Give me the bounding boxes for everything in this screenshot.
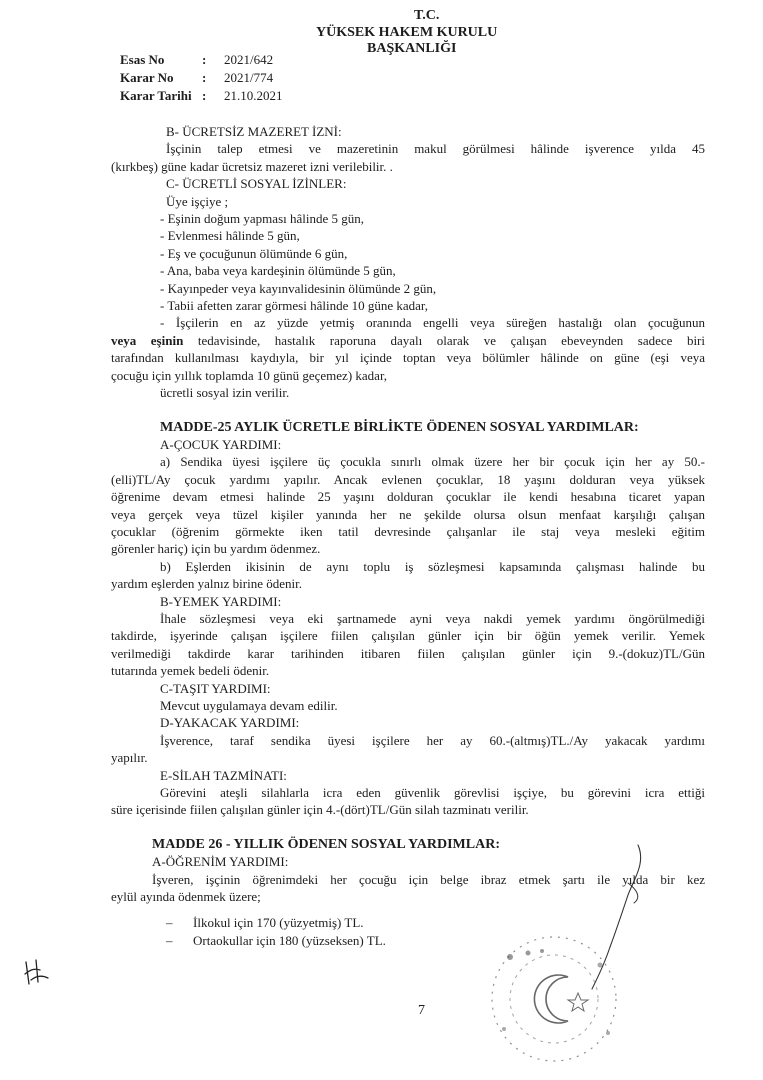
subsection-heading-ogrenim: A-ÖĞRENİM YARDIMI: bbox=[152, 854, 289, 870]
meta-row-esas bbox=[120, 51, 283, 69]
meta-colon: : bbox=[202, 88, 207, 103]
paragraph-line bbox=[111, 332, 705, 349]
meta-row-tarih bbox=[120, 87, 283, 105]
list-item: - Kayınpeder veya kayınvalidesinin ölümünde 2 gün, bbox=[160, 280, 437, 296]
list-item: - İşçilerin en az yüzde yetmiş oranında engelli veya süreğen hastalığı olan çocuğunun bbox=[160, 315, 705, 331]
list-item: - Eş ve çocuğunun ölümünde 6 gün, bbox=[160, 245, 348, 261]
list-item-text: Ortaokullar için 180 (yüzseksen) TL. bbox=[193, 932, 386, 948]
meta-label: Karar Tarihi bbox=[120, 88, 192, 103]
subsection-heading-yemek: B-YEMEK YARDIMI: bbox=[160, 593, 282, 609]
subsection-heading-cocuk: A-ÇOCUK YARDIMI: bbox=[160, 436, 282, 452]
handwritten-initials bbox=[22, 958, 50, 988]
paragraph-line: tarafından kullanılması kaydıyla, bir yıl içinde toptan veya bölümler hâlinde on güne (eşi veya bbox=[111, 350, 705, 366]
paragraph-line: (elli)TL/Ay çocuk yardımı yapılır. Ancak evlenen çocuklar, 18 yaşını dolduran veya yüksek bbox=[111, 471, 705, 487]
list-item-text: İlkokul için 170 (yüzyetmiş) TL. bbox=[193, 915, 364, 931]
paragraph-line: İşveren, işçinin öğrenimdeki her çocuğu için belge ibraz etmek şartı ile yılda bir kez bbox=[152, 871, 705, 887]
paragraph-line: tutarında yemek bedeli ödenir. bbox=[111, 663, 270, 679]
list-dash: – bbox=[166, 932, 173, 948]
bold-phrase: veya eşinin bbox=[111, 332, 184, 348]
official-stamp bbox=[482, 933, 632, 1073]
paragraph-line: İhale sözleşmesi veya eki şartnamede ayni veya nakdi yemek yardımı öngörülmediği bbox=[160, 610, 705, 626]
article-heading-madde-25: MADDE-25 AYLIK ÜCRETLE BİRLİKTE ÖDENEN SOSYAL YARDIMLAR: bbox=[160, 419, 639, 435]
paragraph-line: süre içerisinde fiilen çalışılan günler için 4.-(dört)TL/Gün silah tazminatı verilir. bbox=[111, 802, 529, 818]
section-heading-mazeret: B- ÜCRETSİZ MAZERET İZNİ: bbox=[166, 124, 342, 139]
paragraph-line: yapılır. bbox=[111, 750, 148, 766]
paragraph-line: Mevcut uygulamaya devam edilir. bbox=[160, 698, 338, 713]
subsection-heading-yakacak: D-YAKACAK YARDIMI: bbox=[160, 715, 300, 731]
list-item: - Evlenmesi hâlinde 5 gün, bbox=[160, 228, 300, 244]
paragraph-line: a) Sendika üyesi işçilere üç çocukla sınırlı olmak üzere her bir çocuk için her ay 50.- bbox=[160, 454, 705, 470]
header-institution: YÜKSEK HAKEM KURULU bbox=[316, 25, 498, 40]
subsection-heading-tasit: C-TAŞIT YARDIMI: bbox=[160, 680, 271, 696]
paragraph-line: İşçinin talep etmesi ve mazeretinin makul görülmesi hâlinde işverence yılda 45 bbox=[166, 141, 705, 157]
paragraph-text: tedavisinde, hastalık raporuna dayalı olarak ve çalışan ebeveynden sadece biri bbox=[183, 332, 705, 348]
meta-colon: : bbox=[202, 70, 207, 85]
case-metadata bbox=[120, 51, 283, 105]
paragraph-line: çocuğu için yıllık toplamda 10 günü geçemez) kadar, bbox=[111, 367, 387, 383]
paragraph-line: veya gerçek veya tüzel kişiler yanında her ne şekilde olursa olsun menfaat karşılığı çalışan bbox=[111, 506, 705, 522]
list-item: - Tabii afetten zarar görmesi hâlinde 10 güne kadar, bbox=[160, 298, 428, 314]
article-heading-madde-26: MADDE 26 - YILLIK ÖDENEN SOSYAL YARDIMLAR: bbox=[152, 836, 500, 852]
list-dash: – bbox=[166, 915, 173, 931]
header-tc: T.C. bbox=[414, 8, 440, 23]
paragraph-line: b) Eşlerden ikisinin de aynı toplu iş sözleşmesi kapsamında çalışması halinde bu bbox=[160, 558, 705, 574]
section-heading-sosyal-izinler: C- ÜCRETLİ SOSYAL İZİNLER: bbox=[166, 176, 347, 192]
paragraph-line: takdirde, işyerinde çalışan işçilere fiilen çalışılan günler için bir öğün yemek verilir. Yemek bbox=[111, 628, 705, 644]
meta-row-karar bbox=[120, 69, 283, 87]
meta-colon: : bbox=[202, 52, 207, 67]
meta-value: 2021/642 bbox=[224, 52, 274, 67]
document-body bbox=[111, 123, 705, 949]
page-number: 7 bbox=[418, 1003, 425, 1018]
paragraph-line: Üye işçiye ; bbox=[166, 193, 229, 209]
paragraph-line: görenler hariç) için bu yardım ödenmez. bbox=[111, 541, 321, 557]
paragraph-line: yardım eşlerden yalnız birine ödenir. bbox=[111, 576, 302, 592]
header-department: BAŞKANLIĞI bbox=[367, 41, 457, 56]
list-item: - Eşinin doğum yapması hâlinde 5 gün, bbox=[160, 211, 365, 227]
paragraph-line: ücretli sosyal izin verilir. bbox=[160, 385, 290, 401]
list-item: - Ana, baba veya kardeşinin ölümünde 5 gün, bbox=[160, 263, 396, 279]
paragraph-line: Görevini ateşli silahlarla icra eden güvenlik görevlisi işçiye, bu görevini icra ettiği bbox=[160, 785, 705, 801]
paragraph-line: verilmediği takdirde karar tarihinden itibaren fiilen çalışılan günler için 9.-(dokuz)TL/Gün bbox=[111, 645, 705, 661]
paragraph-line: (kırkbeş) güne kadar ücretsiz mazeret izni verilebilir. . bbox=[111, 158, 393, 174]
meta-label: Karar No bbox=[120, 70, 174, 85]
subsection-heading-silah: E-SİLAH TAZMİNATI: bbox=[160, 767, 287, 783]
meta-label: Esas No bbox=[120, 52, 165, 67]
meta-value: 2021/774 bbox=[224, 70, 274, 85]
paragraph-line: öğrenime devam etmesi halinde 25 yaşını dolduran çocuklar ile kendi hesabına ticaret yapan bbox=[111, 489, 705, 505]
paragraph-line: İşverence, taraf sendika üyesi işçilere her ay 60.-(altmış)TL./Ay yakacak yardımı bbox=[160, 732, 705, 748]
meta-value: 21.10.2021 bbox=[224, 88, 283, 103]
paragraph-line: eylül ayında ödenmek üzere; bbox=[111, 889, 261, 905]
paragraph-line: çocuklar (öğrenim görmekte iken tatil devresinde çalışanlar ile staj veya mesleki eğitim bbox=[111, 523, 705, 539]
